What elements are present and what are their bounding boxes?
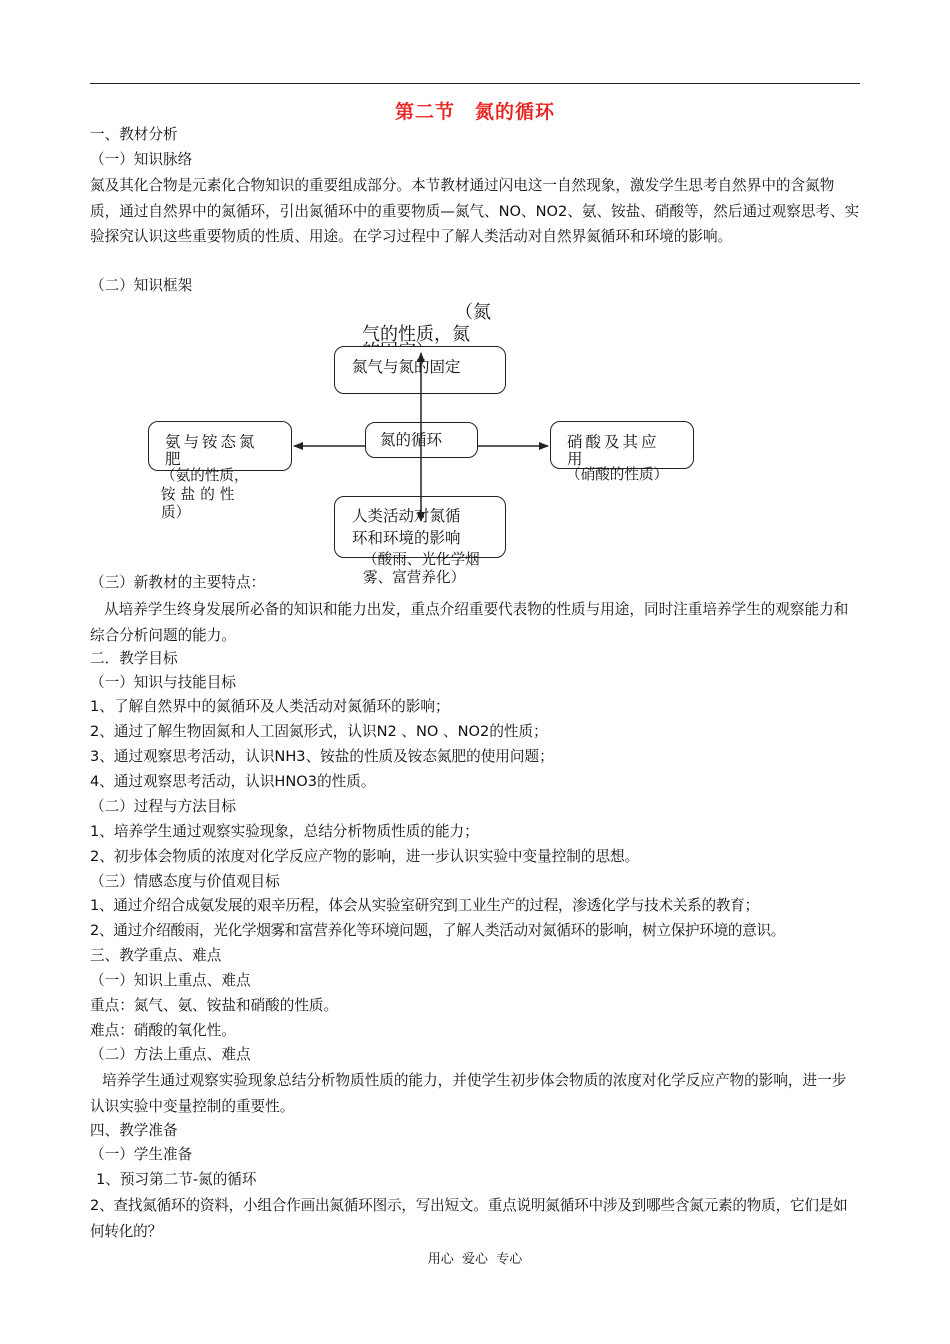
diagram-bottom-note-a: （酸雨、光化学烟 xyxy=(363,551,480,568)
list-item: 1、预习第二节-氮的循环 xyxy=(96,1171,257,1188)
list-item: 2、通过了解生物固氮和人工固氮形式，认识N2 、NO 、NO2的性质； xyxy=(90,723,548,740)
paragraph-prep: 2、查找氮循环的资料，小组合作画出氮循环图示，写出短文。重点说明氮循环中涉及到哪些含氮元素的物质，它们是如何转化的？ xyxy=(90,1197,848,1240)
diagram-box-nitric-acid-label-b: 用 xyxy=(567,450,583,468)
list-item: 2、通过介绍酸雨，光化学烟雾和富营养化等环境问题，了解人类活动对氮循环的影响，树立保护环境的意识。 xyxy=(90,922,786,939)
diagram-box-nitrogen-fixation-label: 氮气与氮的固定 xyxy=(352,358,461,376)
diagram-top-note-a: （氮 xyxy=(455,302,491,323)
diagram-left-note-c: 质） xyxy=(161,504,191,521)
paragraph-knowledge-context: 氮及其化合物是元素化合物知识的重要组成部分。本节教材通过闪电这一自然现象，激发学生思考自然界中的含氮物质，通过自然界中的氮循环，引出氮循环中的重要物质—氮气、NO、NO2、氨、铵盐、硝酸等，然后通过观察思考、实验探究认识这些重要物质的性质、用途。在学习过程中了解人类活动对自然界氮循环和环境的影响。 xyxy=(90,177,860,245)
section-heading: 四、教学准备 xyxy=(90,1122,178,1139)
diagram-box-nitrogen-cycle-label: 氮的循环 xyxy=(380,431,443,449)
diagram-box-ammonia-label-a: 氨与铵态氮 xyxy=(165,433,258,451)
diagram-box-nitric-acid-label-a: 硝酸及其应 xyxy=(567,433,660,451)
section-heading: 一、教材分析 xyxy=(90,126,178,143)
list-item: 3、通过观察思考活动，认识NH3、铵盐的性质及铵态氮肥的使用问题； xyxy=(90,748,554,765)
subsection-heading: （一）知识脉络 xyxy=(90,151,193,168)
diagram-left-note-b: 铵盐的性 xyxy=(161,486,240,503)
subsection-heading: （三）新教材的主要特点： xyxy=(90,574,266,591)
paragraph-method: 培养学生通过观察实验现象总结分析物质性质的能力，并使学生初步体会物质的浓度对化学反应产物的影响，进一步认识实验中变量控制的重要性。 xyxy=(90,1072,847,1115)
subsection-heading: （三）情感态度与价值观目标 xyxy=(90,873,280,890)
diagram-box-ammonia-label-b: 肥 xyxy=(165,450,181,468)
diagram-bottom-note-b: 雾、富营养化） xyxy=(363,569,466,586)
section-heading: 二．教学目标 xyxy=(90,650,178,667)
subsection-heading: （二）过程与方法目标 xyxy=(90,798,236,815)
subsection-heading: （一）知识上重点、难点 xyxy=(90,972,251,989)
page-title: 第二节 氮的循环 xyxy=(394,101,555,123)
diagram-left-note-a: （氨的性质， xyxy=(161,467,249,484)
diagram-right-note: （硝酸的性质） xyxy=(566,466,669,483)
list-item: 2、初步体会物质的浓度对化学反应产物的影响，进一步认识实验中变量控制的思想。 xyxy=(90,848,640,865)
list-item: 1、培养学生通过观察实验现象，总结分析物质性质的能力； xyxy=(90,823,479,840)
diagram-top-note-b: 气的性质，氮 xyxy=(362,324,470,345)
section-heading: 三、教学重点、难点 xyxy=(90,947,222,964)
subsection-heading: （一）学生准备 xyxy=(90,1146,193,1163)
page-footer: 用心 爱心 专心 xyxy=(427,1252,523,1267)
subsection-heading: （二）方法上重点、难点 xyxy=(90,1046,251,1063)
paragraph-features: 从培养学生终身发展所必备的知识和能力出发，重点介绍重要代表物的性质与用途，同时注重培养学生的观察能力和综合分析问题的能力。 xyxy=(90,601,849,644)
diagram-box-human-impact-label-b: 环和环境的影响 xyxy=(352,529,461,547)
subsection-heading: （二）知识框架 xyxy=(90,277,193,294)
list-item: 1、通过介绍合成氨发展的艰辛历程，体会从实验室研究到工业生产的过程，渗透化学与技术关系的教育； xyxy=(90,897,759,914)
difficult-point: 难点：硝酸的氧化性。 xyxy=(90,1022,236,1039)
header-rule xyxy=(90,83,860,84)
list-item: 4、通过观察思考活动，认识HNO3的性质。 xyxy=(90,773,376,790)
diagram-box-human-impact-label-a: 人类活动对氮循 xyxy=(352,507,461,525)
key-point: 重点：氮气、氨、铵盐和硝酸的性质。 xyxy=(90,997,339,1014)
subsection-heading: （一）知识与技能目标 xyxy=(90,674,236,691)
list-item: 1、了解自然界中的氮循环及人类活动对氮循环的影响； xyxy=(90,698,450,715)
